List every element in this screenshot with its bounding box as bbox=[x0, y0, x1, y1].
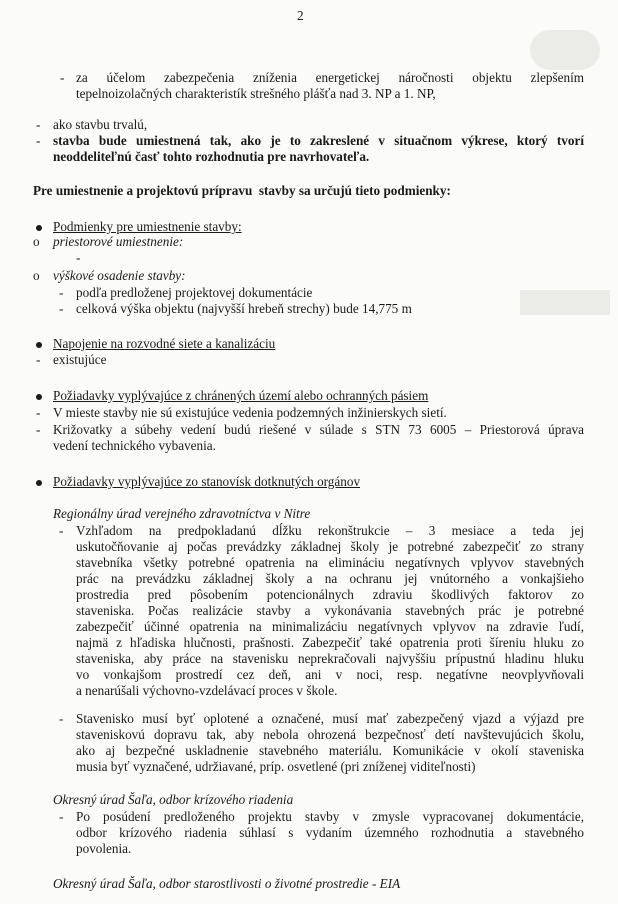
permanent-item: ako stavbu trvalú, bbox=[53, 117, 148, 132]
ruvz-p1-line: zabezpečiť účinné opatrenia na minimalizáciu negatívnych vplyvov na zdravie ľudí, bbox=[76, 619, 584, 634]
ruvz-p1-line: vo vonkajšom prostredí cez deň, ani v noci, resp. negatívne neovplyvňovali bbox=[76, 667, 584, 682]
dash-marker: - bbox=[36, 352, 41, 367]
ruvz-p1-line: staveniska. Počas realizácie stavby a vykonávania stavebných prác je potrebné bbox=[76, 603, 584, 618]
dash-marker: - bbox=[59, 523, 64, 538]
page-number: 2 bbox=[297, 8, 304, 23]
krizove-line: odbor krízového riadenia súhlasí s vydaním územného rozhodnutia a stavebného bbox=[76, 825, 584, 840]
placement-line1: stavba bude umiestnená tak, ako je to zakreslené v situačnom výkrese, ktorý tvorí bbox=[53, 133, 584, 148]
ruvz-p1-line: a nenarúšali výchovno-vzdelávací proces v škole. bbox=[76, 683, 338, 698]
ruvz-p1-line: staveniska, aby práce na stavenisku neprekračovali najvyššiu prípustnú hladinu hluku bbox=[76, 651, 584, 666]
dash-marker: - bbox=[59, 711, 64, 726]
ruvz-p2-line: Stavenisko musí byť oplotené a označené, musí mať zabezpečený vjazd a výjazd pre bbox=[76, 711, 584, 726]
dash-marker: - bbox=[36, 117, 41, 132]
sec2-item: existujúce bbox=[53, 352, 107, 367]
placement-line2: neoddeliteľnú časť tohto rozhodnutia pre navrhovateľa. bbox=[53, 149, 370, 164]
ruvz-p1-line: najmä z hľadiska hlučnosti, prašnosti. Zabezpečiť také opatrenia proti šíreniu hluku zo bbox=[76, 635, 584, 650]
ruvz-p1-line: prostredia pred pôsobením potencionálnych zdraviu škodlivých faktorov zo bbox=[76, 587, 584, 602]
sec1-spatial: priestorové umiestnenie: bbox=[53, 234, 184, 249]
sec1-height: výškové osadenie stavby: bbox=[53, 268, 186, 283]
sec4-heading: Požiadavky vyplývajúce zo stanovísk dotknutých orgánov bbox=[53, 474, 361, 489]
ruvz-p1-line: Vzhľadom na predpokladanú dĺžku rekonštrukcie – 3 mesiace a teda jej bbox=[76, 523, 584, 538]
circle-marker: o bbox=[33, 234, 40, 249]
ruvz-p2-line: ako aj bezpečné uskladnenie stavebného materiálu. Komunikácie v okolí staveniska bbox=[76, 743, 584, 758]
dash-marker: - bbox=[59, 285, 64, 300]
scan-artifact bbox=[530, 30, 600, 70]
dash-marker: - bbox=[36, 422, 41, 437]
sec3-item2-line2: vedení technického vybavenia. bbox=[53, 438, 216, 453]
krizove-line: Po posúdení predloženého projektu stavby v zmysle vypracovanej dokumentácie, bbox=[76, 809, 584, 824]
ruvz-p1-line: stavebníka všetky potrebné opatrenia na elimináciu negatívnych vplyvov stavebných bbox=[76, 555, 584, 570]
sec3-item2-line1: Križovatky a súbehy vedení budú riešené v súlade s STN 73 6005 – Priestorová úprava bbox=[53, 422, 584, 437]
sec1-item1: podľa predloženej projektovej dokumentácie bbox=[76, 285, 313, 300]
dash-marker: - bbox=[36, 133, 41, 148]
conditions-heading: Pre umiestnenie a projektovú prípravu stavby sa určujú tieto podmienky: bbox=[33, 183, 451, 198]
sec1-item2: celková výška objektu (najvyšší hrebeň strechy) bude 14,775 m bbox=[76, 301, 412, 316]
sec3-heading: Požiadavky vyplývajúce z chránených území alebo ochranných pásiem bbox=[53, 388, 429, 403]
dash-marker: - bbox=[76, 250, 81, 265]
ruvz-p1-line: prác na prevádzku základnej školy a na ochranu jej vnútorného a vonkajšieho bbox=[76, 571, 584, 586]
section-bullet bbox=[36, 394, 42, 400]
krizove-line: povolenia. bbox=[76, 841, 132, 856]
ruvz-title: Regionálny úrad verejného zdravotníctva v Nitre bbox=[53, 506, 311, 521]
ruvz-p1-line: uskutočňovanie aj počas prevádzky základnej školy je potrebné zabezpečiť zo strany bbox=[76, 539, 584, 554]
dash-marker: - bbox=[59, 809, 64, 824]
dash-marker: - bbox=[36, 405, 41, 420]
top-item-line2: tepelnoizolačných charakteristík strešného plášťa nad 3. NP a 1. NP, bbox=[76, 86, 436, 101]
sec3-item1: V mieste stavby nie sú existujúce vedenia podzemných inžinierskych sietí. bbox=[53, 405, 447, 420]
circle-marker: o bbox=[33, 268, 40, 283]
dash-marker: - bbox=[59, 301, 64, 316]
ruvz-p2-line: musia byť vyznačené, udržiavané, príp. osvetlené (pri zníženej viditeľnosti) bbox=[76, 759, 476, 774]
ruvz-p2-line: staveniskovú dopravu tak, aby nebola ohrozená bezpečnosť detí navštevujúcich školu, bbox=[76, 727, 584, 742]
zp-title: Okresný úrad Šaľa, odbor starostlivosti o životné prostredie - EIA bbox=[53, 876, 401, 891]
top-item-line1: za účelom zabezpečenia zníženia energetickej náročnosti objektu zlepšením bbox=[76, 70, 584, 85]
krizove-title: Okresný úrad Šaľa, odbor krízového riadenia bbox=[53, 792, 294, 807]
section-bullet bbox=[36, 342, 42, 348]
section-bullet bbox=[36, 480, 42, 486]
sec1-heading: Podmienky pre umiestnenie stavby: bbox=[53, 219, 242, 234]
scan-artifact bbox=[520, 290, 610, 315]
section-bullet bbox=[36, 225, 42, 231]
sec2-heading: Napojenie na rozvodné siete a kanalizáciu bbox=[53, 336, 276, 351]
dash-marker: - bbox=[60, 70, 65, 85]
